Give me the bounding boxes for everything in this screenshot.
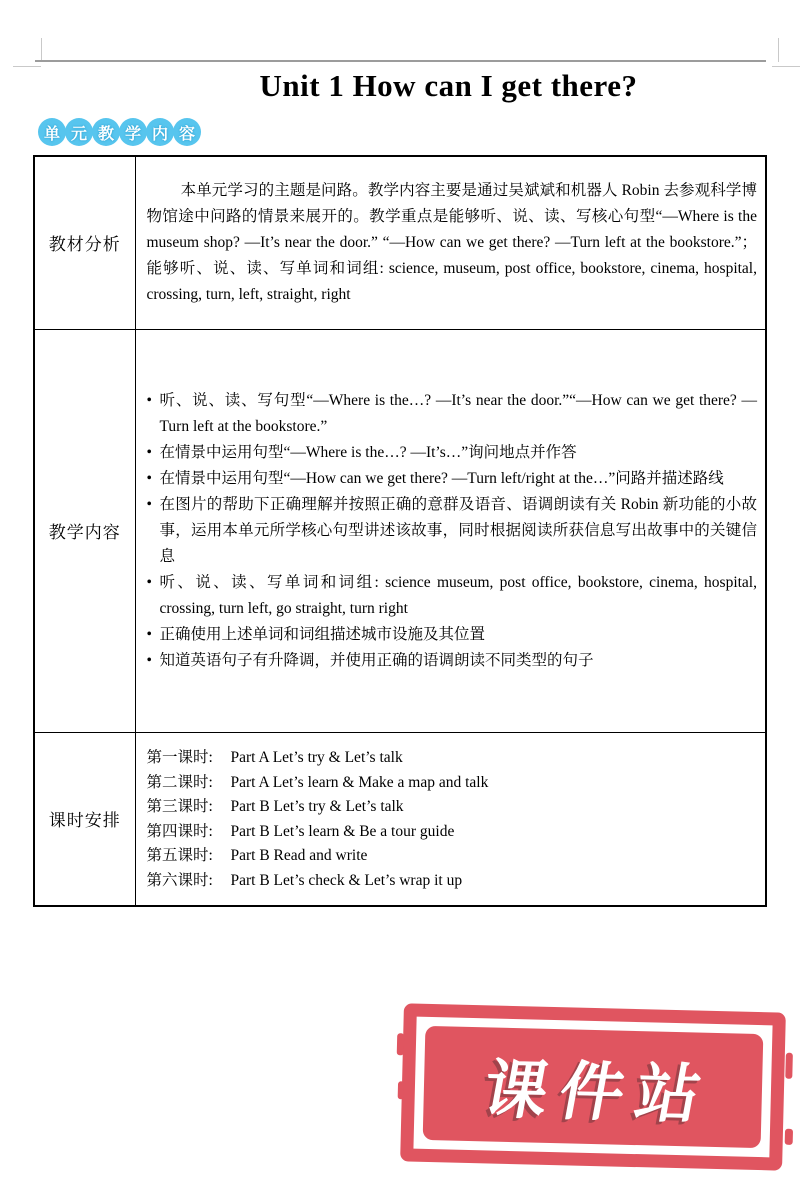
list-item [147, 440, 758, 466]
row-content [135, 732, 766, 906]
period-label: 第二课时: [146, 773, 213, 791]
stamp-ink-speck [785, 1053, 793, 1079]
list-item-text: 在情景中运用句型“—Where is the…? —It’s…”询问地点并作答 [159, 443, 577, 461]
list-item [147, 648, 758, 674]
schedule-item [147, 820, 758, 845]
table-row-schedule [34, 732, 766, 906]
stamp-inner-block [423, 1026, 764, 1148]
period-label: 第六课时: [146, 871, 213, 889]
bullet-icon: • [146, 495, 152, 513]
header-rule [35, 60, 766, 62]
badge-circle: 单 [38, 118, 66, 146]
list-item-text: 正确使用上述单词和词组描述城市设施及其位置 [159, 625, 486, 643]
list-item-text: 听、说、读、写单词和词组: science museum, post office, bookstore, cinema, hospital, crossing, turn left, go straight, turn right [159, 573, 757, 617]
badge-circle: 元 [65, 118, 93, 146]
period-label: 第三课时: [146, 798, 213, 816]
badge-circle: 内 [146, 118, 174, 146]
list-item-text: 在情景中运用句型“—How can we get there? —Turn left/right at the…”问路并描述路线 [159, 469, 724, 487]
schedule-list [147, 744, 758, 894]
stamp-ink-speck [398, 1081, 404, 1099]
row-label: 教材分析 [34, 156, 135, 329]
period-content: Part B Read and write [230, 847, 368, 865]
period-label: 第一课时: [146, 748, 213, 766]
margin-corner-mark [772, 66, 800, 67]
badge-circle: 容 [173, 118, 201, 146]
stamp-frame [400, 1003, 786, 1170]
schedule-item [147, 771, 758, 796]
badge-circle: 学 [119, 118, 147, 146]
row-label: 课时安排 [34, 732, 135, 906]
period-label: 第四课时: [146, 822, 213, 840]
table-row-teaching-content [34, 329, 766, 732]
bullet-icon: • [146, 391, 152, 409]
list-item [147, 388, 758, 440]
list-item [147, 466, 758, 492]
schedule-item [147, 795, 758, 820]
bullet-icon: • [146, 573, 152, 591]
list-item-text: 知道英语句子有升降调，并使用正确的语调朗读不同类型的句子 [159, 651, 594, 669]
list-item-text: 在图片的帮助下正确理解并按照正确的意群及语音、语调朗读有关 Robin 新功能的小故事，运用本单元所学核心句型讲述该故事，同时根据阅读所获信息写出故事中的关键信息 [159, 495, 757, 565]
margin-corner-mark [41, 38, 42, 62]
period-label: 第五课时: [146, 847, 213, 865]
table-row-material-analysis [34, 156, 766, 329]
schedule-item [147, 869, 758, 894]
margin-corner-mark [13, 66, 41, 67]
analysis-paragraph: 本单元学习的主题是问路。教学内容主要是通过吴斌斌和机器人 Robin 去参观科学博物馆途中问路的情景来展开的。教学重点是能够听、说、读、写核心句型“—Where is the museum shop? —It’s near the door.” “—How can we get there? —Turn left at the bookstore.”；能够听、说、读、写单词和词组: science, museum, post office, bookstore, cinema, hospital, crossing, turn, left, straight, right [146, 181, 757, 303]
bullet-icon: • [146, 625, 152, 643]
bullet-icon: • [146, 443, 152, 461]
row-label: 教学内容 [34, 329, 135, 732]
period-content: Part B Let’s check & Let’s wrap it up [230, 871, 463, 889]
list-item [147, 622, 758, 648]
kejianzhan-stamp [400, 1003, 786, 1170]
list-item-text: 听、说、读、写句型“—Where is the…? —It’s near the door.”“—How can we get there? —Turn left at the bookstore.” [159, 391, 757, 435]
list-item [147, 492, 758, 570]
period-content: Part B Let’s try & Let’s talk [230, 798, 404, 816]
teaching-content-list [147, 388, 758, 674]
period-content: Part A Let’s try & Let’s talk [230, 748, 403, 766]
section-badge [38, 118, 200, 146]
lesson-plan-table [33, 155, 767, 907]
row-content [135, 329, 766, 732]
bullet-icon: • [146, 469, 152, 487]
schedule-item [147, 746, 758, 771]
period-content: Part A Let’s learn & Make a map and talk [230, 773, 489, 791]
page-title: Unit 1 How can I get there? [259, 68, 638, 103]
list-item [147, 570, 758, 622]
stamp-ink-speck [785, 1129, 793, 1145]
badge-circle: 教 [92, 118, 120, 146]
period-content: Part B Let’s learn & Be a tour guide [230, 822, 455, 840]
stamp-ink-speck [397, 1033, 405, 1055]
row-content [135, 156, 766, 329]
stamp-text: 课件站 [477, 1053, 719, 1131]
margin-corner-mark [778, 38, 779, 62]
bullet-icon: • [146, 651, 152, 669]
schedule-item [147, 844, 758, 869]
